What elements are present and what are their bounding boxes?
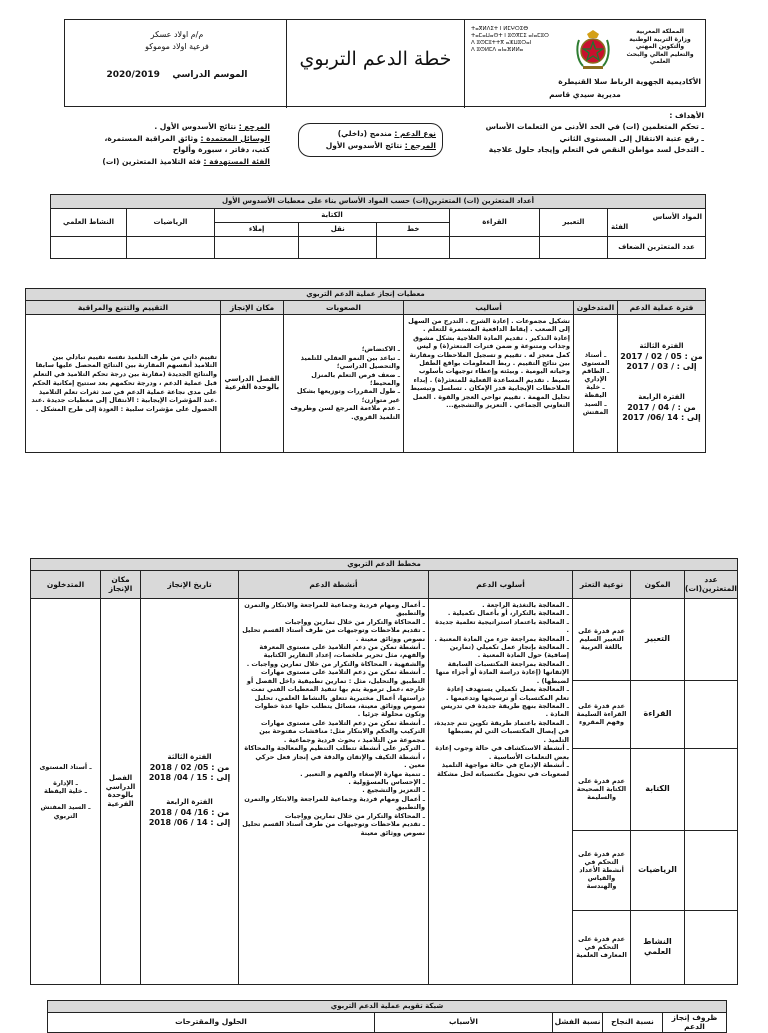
t3-header: أسلوب الدعم bbox=[429, 570, 573, 598]
t3-difficulty: عدم قدرة على القراءة السليمة وفهم المقروء bbox=[573, 680, 631, 748]
t2-actors: ـ أستاذ المستوى ـ الطاقم الإداري ـ خلية اليقظة ـ السيد المفتش bbox=[574, 314, 618, 452]
t3-dates bbox=[141, 598, 239, 984]
col-science: النشاط العلمي bbox=[51, 208, 127, 236]
school-name: م/م اولاد عسكر bbox=[150, 30, 204, 39]
t4-header: نسبة الفشل bbox=[553, 1012, 603, 1032]
period4-from: من : / 04 / 2017 bbox=[627, 402, 696, 412]
t3-p3-label: الفترة الثالثة bbox=[167, 753, 212, 762]
t2-header: المتدخلون bbox=[574, 300, 618, 314]
academy-name: الأكاديمية الجهوية الرباط سلا القنيطرة bbox=[558, 77, 701, 86]
t3-header: عدد المتعثرين(ات) bbox=[685, 570, 738, 598]
t3-p4-from: من : 16/ 04 / 2018 bbox=[149, 807, 230, 817]
support-ref-label: المرجع : bbox=[404, 140, 436, 150]
support-execution-table bbox=[25, 288, 706, 453]
empty-cell bbox=[127, 236, 215, 258]
support-ref-value: نتائج الأسدوس الأول bbox=[325, 140, 403, 150]
t3-difficulty: عدم قدرة على التعبير السليم باللغة العربية bbox=[573, 598, 631, 680]
t3-component: النشاط العلمي bbox=[631, 910, 685, 984]
empty-cell bbox=[51, 236, 127, 258]
sub-line: خط bbox=[377, 222, 450, 236]
t3-header: المكون bbox=[631, 570, 685, 598]
row-label: عدد المتعثرين الضعاف bbox=[608, 236, 706, 258]
empty-cell bbox=[215, 236, 299, 258]
objectives-label: الأهداف : bbox=[669, 111, 704, 120]
t2-difficulties: ـ الاكتضاض؛ ـ تباعد بين النمو العقلي للتلميذ والتحصيل الدراسي؛ ـ ضعف فرص التعلم بالمنزل والمحيط؛ ـ طول المقررات وتوزيعها بشكل غير متوازن؛ ـ عدم ملاءمة المرجع لسن وظروف التلميذ القروي. bbox=[284, 314, 404, 452]
ministry-arabic: المملكة المغربية وزارة التربية الوطنية والتكوين المهني والتعليم العالي والبحث العلمي bbox=[626, 28, 694, 65]
empty-cell bbox=[377, 236, 450, 258]
header-box bbox=[64, 19, 706, 107]
objective-item: ـ تحكم المتعلمين (ات) في الحد الأدنى من التعلمات الأساس bbox=[485, 122, 704, 132]
col-subject-category bbox=[608, 208, 706, 236]
table2-caption: معطيات إنجاز عملية الدعم التربوي bbox=[26, 289, 706, 301]
header-divider bbox=[464, 20, 465, 108]
t3-difficulty: عدم قدرة على التحكم في المعارف العلمية bbox=[573, 910, 631, 984]
objectives bbox=[454, 110, 704, 155]
period3-label: الفترة الثالثة bbox=[639, 342, 684, 351]
evaluation-grid-table bbox=[47, 1000, 727, 1032]
t3-count-cell bbox=[685, 748, 738, 830]
t3-component: القراءة bbox=[631, 680, 685, 748]
objective-item: ـ التدخل لسد مواطن النقص في التعلم وإيجاد حلول علاجية bbox=[488, 144, 704, 154]
objective-item: ـ رفع عتبة الانتقال إلى المستوى الثاني bbox=[559, 133, 704, 143]
tools-extra: كتب، دفاتر ، سبورة وألواح bbox=[172, 145, 270, 155]
t3-p4-label: الفترة الرابعة bbox=[166, 798, 213, 807]
t3-p4-to: إلى : 14 / 06/ 2018 bbox=[148, 818, 231, 828]
empty-cell bbox=[299, 236, 377, 258]
col-expression: التعبير bbox=[540, 208, 608, 236]
t3-header: المتدخلون bbox=[31, 570, 101, 598]
t3-difficulty: عدم قدرة على الكتابة الصحيحة والسليمة bbox=[573, 748, 631, 830]
t3-difficulty: عدم قدرة على التحكم في أنشطة الأعداد والقياس والهندسة bbox=[573, 830, 631, 910]
col-category: الفئة bbox=[611, 223, 629, 232]
t3-count-cell bbox=[685, 598, 738, 680]
season-label: الموسم الدراسي bbox=[172, 70, 248, 80]
t2-header: أساليب bbox=[404, 300, 574, 314]
page-title: خطة الدعم التربوي bbox=[299, 48, 452, 70]
tools-label: الوسائل المعتمدة : bbox=[200, 133, 270, 143]
season-value: 2020/2019 bbox=[106, 70, 160, 80]
col-subject: المواد الأساس bbox=[652, 212, 702, 221]
t3-component: التعبير bbox=[631, 598, 685, 680]
t4-header: نسبة النجاح bbox=[603, 1012, 663, 1032]
t2-methods: تشكيل مجموعات . إعادة الشرح . التدرج من السهل إلى الصعب . إيقاظ الدافعية المستمرة للتعلم . إعادة التذكير . تقديم المادة العلاجية بشكل مشوق وجذاب ومتنوعة و ضمن فترات المتعثر(ة) و ليس كمل معجز له . تقييم و تسجيل الملاحظات ومقارنة بين نتائج التقييم . ربط المعلومات بواقع الطفل وحياته اليومية . وبيئته وإعطاء توجيهات بأسلوب بسيط . تقديم المساعدة الفعلية للمتعثر(ة) . إبداء الملاحظات الإيجابية قدر الإمكان . تسلسل وتبسيط تحليل المهمة . تقييم نواحي العجز والقوة . العمل التعاوني الجماعي . التعزيز والتشجيع... bbox=[404, 314, 574, 452]
t3-header: نوعية التعثر bbox=[573, 570, 631, 598]
t2-header: فترة عملية الدعم bbox=[618, 300, 706, 314]
t2-periods bbox=[618, 314, 706, 452]
support-type-label: نوع الدعم : bbox=[394, 129, 436, 138]
ref-value: نتائج الأسدوس الأول . bbox=[154, 122, 237, 131]
t2-evaluation: تقييم ذاتي من طرف التلميذ نفسه تقييم تبادلي بين التلاميذ أنفسهم المقارنة بين النتائج المحصل عليها سابقا والنتائج الجديدة (مقارنة بين درجة تحكم التلاميذ في التعلم قبل عملية الدعم ، ودرجة تحكمهم بعد ستتيح إمكانية الحكم على مدى نجاعة عملية الدعم في سد ثغرات تعلم التلاميذ .عند المؤشرات الإيجابية : الانتقال إلى معطيات جديدة .عند الحصول على مؤشرات سلبية : العودة إلى طرح المشكل . bbox=[26, 314, 221, 452]
table4-caption: شبكة تقويم عملية الدعم التربوي bbox=[48, 1001, 727, 1013]
t3-count-cell bbox=[685, 910, 738, 984]
t3-activities: ـ أعمال ومهام فردية وجماعية للمراجعة والابتكار والتمرن والتطبيق ـ المحاكاة والتكرار من خلال تمارين وواجبات ـ تقديم ملاحظات وتوجيهات من طرف أستاذ القسم تحليل نصوص ووثائق معينة . ـ أنشطة تمكن من دعم التلاميذ على مستوى المعرفة والفهم، مثل تحرير ملخصات، إعداد التقارير الكتابية والشفهية ، المحاكاة والتكرار من خلال تمارين وواجبات . ـ أنشطة تمكن من دعم التلاميذ على مستوى مهارات التطبيق والتحليل، مثل : تمارين تطبيقية داخل الفصل أو خارجه ،عمل ترموية يتم بها تنفيذ المعطيات الفني تمت دراستها، أعمال مختبرية تتعلق بالنشاط العلمي، تحليل نصوص ووثائق معينة، مسائل يتطلب حلها عدة خطوات وتكون محلولة جزئيا . ـ أنشطة تمكن من دعم التلاميذ على مستوى مهارات التركيب والحكم والابتكار مثل: مناقشات مفتوحة بين مجموعة من التلاميذ ، بحوث فردية وجماعية . ـ التركيز على أنشطة تتطلب التنظيم والمعالجة والمحاكاة ، أنشطة التكيف والإتقان والدقة في إنجاز فعل حركي معين . ـ تنمية مهارة الإصغاء والفهم و التعبير . ـ الإحساس بالمسؤولية . ـ التعزيز والتشجيع . ـ أعمال ومهام فردية وجماعية للمراجعة والابتكار والتمرن والتطبيق ـ المحاكاة والتكرار من خلال تمارين وواجبات ـ تقديم ملاحظات وتوجيهات من طرف أستاذ القسم تحليل نصوص ووثائق معينة bbox=[239, 598, 429, 984]
t2-header: مكان الإنجاز bbox=[221, 300, 284, 314]
t3-method: ـ المعالجة بالتغذية الراجعة . ـ المعالجة بالتكرار، أو بأعمال تكميلية . ـ المعالجة باعتماد استراتيجية تعلمية جديدة . ـ المعالجة بمراجعة جزء من المادة المعنية . ـ المعالجة بإنجاز عمل تكميلي (تمارين إضافية) حول المادة المعنية . ـ المعالجة بمراجعة المكتسبات السابقة الإتقانها (إعادة دراسة المادة أو أجزاء منها لضبطها) . ـ المعالجة بعمل تكميلي يستهدف إعادة تعلم المكتسبات أو ترسيخها وتدعيمها . ـ المعالجة بنهج طريقة جديدة في تدريس المادة . ـ المعالجة باعتماد طريقة تكوين تتم جديدة، في إيصال المكتسبات التي لم يضبطها التلميذ . ـ أنشطة الاستكشاف في حالة وجوب إعادة بعض التعلمات الأساسية . ـ أنشطة الإدماج في حالة مواجهة التلميذ لصعوبات في تحويل مكتسباته لحل مشكلة bbox=[429, 598, 573, 984]
empty-cell bbox=[540, 236, 608, 258]
struggling-counts-table bbox=[50, 194, 706, 259]
support-type-value: مندمج (داخلي) bbox=[337, 129, 392, 138]
col-writing: الكتابة bbox=[215, 208, 450, 222]
sub-dictation: إملاء bbox=[215, 222, 299, 236]
target-label: الفئة المستهدفة : bbox=[203, 156, 270, 166]
table3-caption: مخطط الدعم التربوي bbox=[31, 559, 738, 571]
period4-to: إلى : 14 /06/ 2017 bbox=[622, 413, 701, 423]
t2-header: التقييم والتتبع والمراقبة bbox=[26, 300, 221, 314]
table1-caption: أعداد المتعثرين (ات) المتعثرين(ات) حسب المواد الأساس بناء على معطيات الأسدوس الأول bbox=[51, 195, 706, 209]
moroccan-emblem-icon bbox=[571, 28, 615, 72]
col-reading: القراءة bbox=[450, 208, 540, 236]
t3-component: الكتابة bbox=[631, 748, 685, 830]
t2-header: الصعوبات bbox=[284, 300, 404, 314]
directorate-name: مديرية سيدي قاسم bbox=[549, 90, 621, 99]
branch-name: فرعية اولاد موموكو bbox=[145, 42, 209, 51]
t3-header: مكان الإنجاز bbox=[101, 570, 141, 598]
support-plan-table bbox=[30, 558, 738, 985]
tools-value: وثائق المراقبة المستمرة، bbox=[104, 133, 198, 143]
t2-place: الفصل الدراسي بالوحدة الفرعية bbox=[221, 314, 284, 452]
t4-header: الأسباب bbox=[375, 1012, 553, 1032]
period3-to: إلى : / 03 / 2017 bbox=[626, 362, 697, 372]
t3-place: الفصل الدراسي بالوحدة الفرعية bbox=[101, 598, 141, 984]
sub-copy: نقل bbox=[299, 222, 377, 236]
t3-count-cell bbox=[685, 830, 738, 910]
t4-header: ظروف إنجاز الدعم bbox=[663, 1012, 727, 1032]
ministry-block bbox=[465, 20, 705, 108]
school-season bbox=[69, 70, 285, 80]
reference-block bbox=[62, 121, 270, 168]
empty-cell bbox=[450, 236, 540, 258]
t4-header: الحلول والمقترحات bbox=[48, 1012, 375, 1032]
t3-p3-from: من : 05/ 02 / 2018 bbox=[149, 762, 230, 772]
t3-component: الرياضيات bbox=[631, 830, 685, 910]
target-value: فئة التلاميذ المتعثرين (ات) bbox=[102, 156, 201, 166]
col-math: الرياضيات bbox=[127, 208, 215, 236]
ministry-tifinagh: ⵜⴰⴳⵍⴷⵉⵜ ⵏ ⵍⵎⵖⵔⵉⴱ ⵜⴰⵎⴰⵡⴰⵙⵜ ⵏ ⵓⵙⴳⵎⵉ ⴰⵏⴰⵎⵓⵔ ⴷ ⵓⵙⵎⵓⵜⵜⴳ ⴰⵣⵡⵓⵔⴰⵏ ⴷ ⵓⵙⵍⵎⴷ ⴰⵏⴰⴼⵍⵍⴰ bbox=[471, 26, 549, 53]
t3-p3-to: إلى : 15 / 04/ 2018 bbox=[148, 773, 231, 783]
period3-from: من : 05 / 02 / 2017 bbox=[620, 351, 703, 361]
t3-header: تاريخ الإنجاز bbox=[141, 570, 239, 598]
t3-header: أنشطة الدعم bbox=[239, 570, 429, 598]
t3-actors: ـ أستاذ المستوى ـ الإدارة ـ خلية اليقظة ـ السيد المفتش التربوي bbox=[31, 598, 101, 984]
support-type-box bbox=[298, 123, 443, 157]
t3-count-cell bbox=[685, 680, 738, 748]
period4-label: الفترة الرابعة bbox=[638, 393, 685, 402]
ref-label: المرجع : bbox=[238, 122, 270, 131]
